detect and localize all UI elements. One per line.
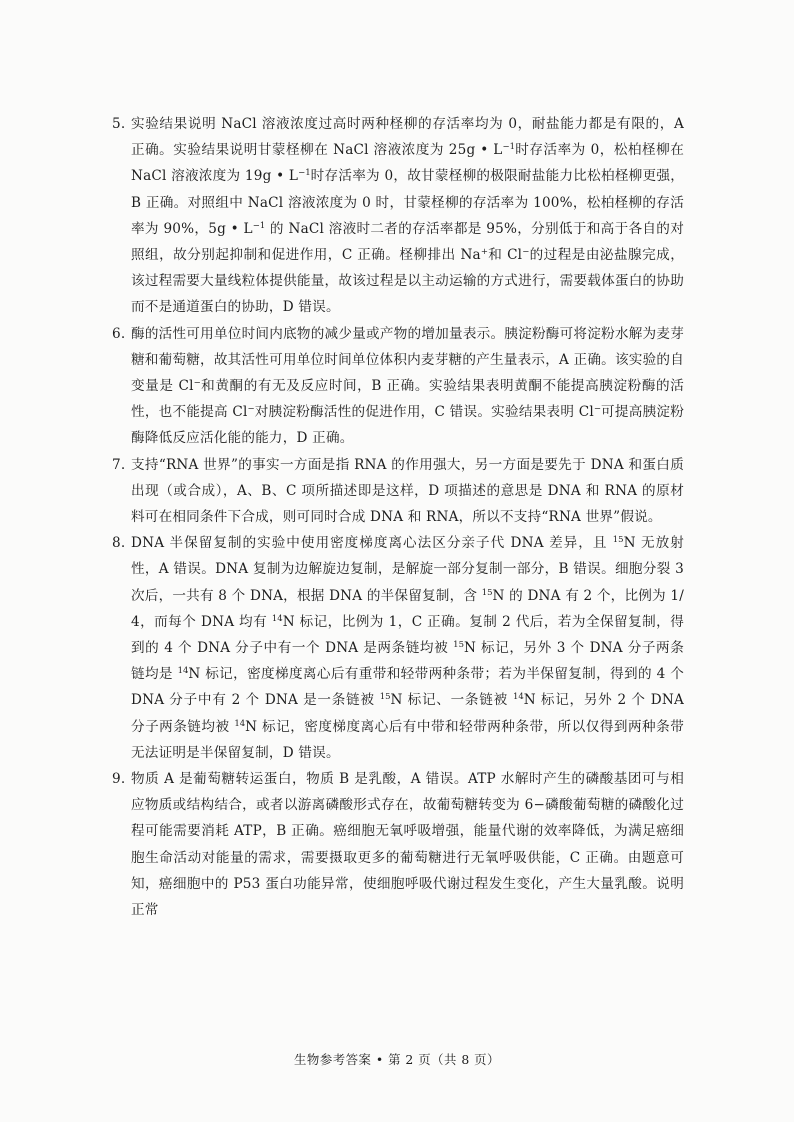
superscript: − [522,247,530,258]
text-run: 时存活率为 0，松柏柽柳在 NaCl 溶液浓度为 19g • L [131,142,684,185]
answer-item [112,452,684,531]
answer-item [112,111,684,321]
text-run: N 标记，另外 3 个 DNA 分子两条链均是 [131,640,685,683]
answer-number: 6. [112,325,126,342]
answer-text [131,321,684,452]
text-run: N 无放射性，A 错误。DNA 复制为边解旋边复制，是解旋一部分复制一部分，B 错误。细胞分裂 3 次后，一共有 8 个 DNA，根据 DNA 的半保留复制，含 [131,535,684,604]
superscript: 14 [177,666,189,677]
superscript: −1 [298,168,311,179]
text-run: 的过程是由泌盐腺完成，该过程需要大量线粒体提供能量，故该过程是以主动运输的方式进行，需要载体蛋白的协助而不是通道蛋白的协助，D 错误。 [131,247,684,316]
superscript: −1 [252,220,266,231]
superscript: − [247,404,255,415]
superscript: 15 [379,692,391,703]
answer-item [112,766,684,923]
text-run: 和黄酮的有无及反应时间，B 正确。实验结果表明黄酮不能提高胰淀粉酶的活性，也不能提高 Cl [131,378,684,421]
text-run: N 标记，比例为 1，C 正确。复制 2 代后，若为全保留复制，得到的 4 个 DNA 分子中有一个 DNA 是两条链均被 [131,613,685,657]
text-run: 实验结果说明 NaCl 溶液浓度过高时两种柽柳的存活率均为 0，耐盐能力都是有限的，A 正确。实验结果说明甘蒙柽柳在 NaCl 溶液浓度为 25g • L [131,116,684,159]
superscript: 14 [234,718,246,729]
answer-number: 7. [112,456,126,473]
answer-item [112,321,684,452]
text-run: N 标记、一条链被 [390,692,513,709]
text-run: N 标记，另外 2 个 DNA 分子两条链均被 [131,692,684,735]
text-run: N 的 DNA 有 2 个，比例为 1/4，而每个 DNA 均有 [131,587,685,630]
answer-number: 9. [112,771,126,788]
page-footer: 生物参考答案 • 第 2 页（共 8 页） [294,1052,500,1067]
text-run: 可提高胰淀粉酶降低反应活化能的能力，D 正确。 [131,404,684,447]
text-run: 的 NaCl 溶液时二者的存活率都是 95%，分别低于和高于各自的对照组，故分别起抑制和促进作用，C 正确。柽柳排出 Na [131,220,684,264]
text-run: N 标记，密度梯度离心后有重带和轻带两种条带；若为半保留复制，得到的 4 个 DNA 分子中有 2 个 DNA 是一条链被 [131,666,684,709]
answer-text [131,530,684,766]
superscript: −1 [502,142,515,153]
superscript: − [593,404,601,415]
text-run: 对胰淀粉酶活性的促进作用，C 错误。实验结果表明 Cl [254,404,594,421]
superscript: 15 [481,587,493,598]
superscript: 15 [612,535,624,546]
answer-list [112,111,684,923]
answer-text [131,111,684,321]
text-run: 和 Cl [487,247,523,264]
superscript: 15 [453,640,464,651]
text-run: 支持“RNA 世界”的事实一方面是指 RNA 的作用强大，另一方面是要先于 DNA 和蛋白质出现（或合成），A、B、C 项所描述即是这样，D 项描述的意思是 DNA 和 RNA 的原材料可在相同条件下合成，则可同时合成 DNA 和 RNA，所以不支持“RNA 世界”假说。 [131,456,684,526]
superscript: − [193,378,201,389]
answer-number: 5. [112,116,126,132]
answer-text [131,452,684,531]
superscript: + [480,247,488,258]
text-run: DNA 半保留复制的实验中使用密度梯度离心法区分亲子代 DNA 差异，且 [131,535,613,552]
answer-number: 8. [112,535,126,552]
text-run: 物质 A 是葡萄糖转运蛋白，物质 B 是乳酸，A 错误。ATP 水解时产生的磷酸基团可与相应物质或结构结合，或者以游离磷酸形式存在，故葡萄糖转变为 6−磷酸葡萄糖的磷酸化过程可能需要消耗 ATP，B 正确。癌细胞无氧呼吸增强，能量代谢的效率降低，为满足癌细胞生命活动对能量的需求，需要摄取更多的葡萄糖进行无氧呼吸供能，C 正确。由题意可知，癌细胞中的 P53 蛋白功能异常，使细胞呼吸代谢过程发生变化，产生大量乳酸。说明正常 [131,771,684,919]
text-run: N 标记，密度梯度离心后有中带和轻带两种条带，所以仅得到两种条带无法证明是半保留复制，D 错误。 [131,718,684,761]
superscript: 14 [271,613,283,624]
text-run: 时存活率为 0，故甘蒙柽柳的极限耐盐能力比松柏柽柳更强，B 正确。对照组中 NaCl 溶液浓度为 0 时，甘蒙柽柳的存活率为 100%，松柏柽柳的存活率为 90%，5g • L [131,168,684,237]
answer-item [112,530,684,766]
answer-text [131,766,684,923]
superscript: 14 [512,692,524,703]
text-run: 酶的活性可用单位时间内底物的减少量或产物的增加量表示。胰淀粉酶可将淀粉水解为麦芽糖和葡萄糖，故其活性可用单位时间单位体积内麦芽糖的产生量表示，A 正确。该实验的自变量是 Cl [131,325,684,395]
